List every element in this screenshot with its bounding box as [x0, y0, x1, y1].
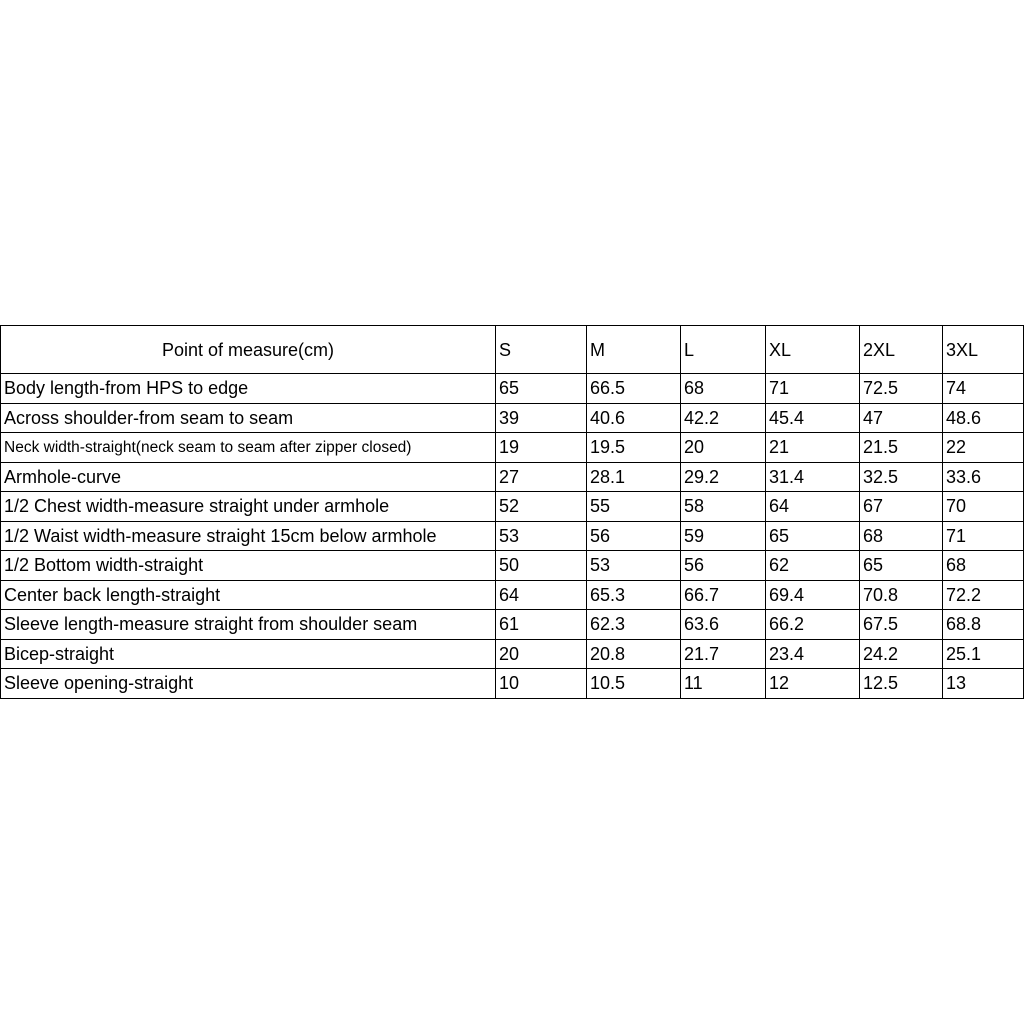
cell-value: 19 — [496, 433, 587, 463]
cell-value: 33.6 — [943, 462, 1024, 492]
cell-value: 72.2 — [943, 580, 1024, 610]
cell-value: 59 — [681, 521, 766, 551]
cell-value: 69.4 — [766, 580, 860, 610]
cell-value: 20.8 — [587, 639, 681, 669]
cell-value: 53 — [587, 551, 681, 581]
row-label: Body length-from HPS to edge — [1, 374, 496, 404]
table-row — [1, 551, 1024, 581]
cell-value: 56 — [587, 521, 681, 551]
cell-value: 45.4 — [766, 403, 860, 433]
row-label: Center back length-straight — [1, 580, 496, 610]
cell-value: 65.3 — [587, 580, 681, 610]
header-size-xl: XL — [766, 326, 860, 374]
row-label: Sleeve opening-straight — [1, 669, 496, 699]
cell-value: 12.5 — [860, 669, 943, 699]
cell-value: 32.5 — [860, 462, 943, 492]
row-label: Sleeve length-measure straight from shoulder seam — [1, 610, 496, 640]
cell-value: 68 — [860, 521, 943, 551]
row-label: 1/2 Chest width-measure straight under armhole — [1, 492, 496, 522]
row-label: Bicep-straight — [1, 639, 496, 669]
header-point-of-measure: Point of measure(cm) — [1, 326, 496, 374]
cell-value: 65 — [496, 374, 587, 404]
row-label: Neck width-straight(neck seam to seam after zipper closed) — [1, 433, 496, 463]
cell-value: 31.4 — [766, 462, 860, 492]
cell-value: 72.5 — [860, 374, 943, 404]
cell-value: 25.1 — [943, 639, 1024, 669]
cell-value: 50 — [496, 551, 587, 581]
cell-value: 28.1 — [587, 462, 681, 492]
cell-value: 65 — [860, 551, 943, 581]
table-header-row — [1, 326, 1024, 374]
cell-value: 70.8 — [860, 580, 943, 610]
table-row — [1, 433, 1024, 463]
cell-value: 62.3 — [587, 610, 681, 640]
cell-value: 53 — [496, 521, 587, 551]
row-label: Armhole-curve — [1, 462, 496, 492]
cell-value: 12 — [766, 669, 860, 699]
cell-value: 64 — [496, 580, 587, 610]
cell-value: 74 — [943, 374, 1024, 404]
table-row — [1, 521, 1024, 551]
cell-value: 10.5 — [587, 669, 681, 699]
cell-value: 11 — [681, 669, 766, 699]
row-label: 1/2 Bottom width-straight — [1, 551, 496, 581]
cell-value: 24.2 — [860, 639, 943, 669]
cell-value: 63.6 — [681, 610, 766, 640]
cell-value: 21 — [766, 433, 860, 463]
table-row — [1, 580, 1024, 610]
cell-value: 56 — [681, 551, 766, 581]
table-row — [1, 374, 1024, 404]
cell-value: 58 — [681, 492, 766, 522]
cell-value: 10 — [496, 669, 587, 699]
table-row — [1, 669, 1024, 699]
header-size-s: S — [496, 326, 587, 374]
cell-value: 13 — [943, 669, 1024, 699]
cell-value: 61 — [496, 610, 587, 640]
row-label: Across shoulder-from seam to seam — [1, 403, 496, 433]
table-row — [1, 492, 1024, 522]
header-size-3xl: 3XL — [943, 326, 1024, 374]
cell-value: 65 — [766, 521, 860, 551]
cell-value: 67.5 — [860, 610, 943, 640]
table-row — [1, 639, 1024, 669]
cell-value: 20 — [496, 639, 587, 669]
cell-value: 27 — [496, 462, 587, 492]
cell-value: 67 — [860, 492, 943, 522]
header-size-2xl: 2XL — [860, 326, 943, 374]
cell-value: 68 — [943, 551, 1024, 581]
cell-value: 48.6 — [943, 403, 1024, 433]
cell-value: 66.2 — [766, 610, 860, 640]
cell-value: 42.2 — [681, 403, 766, 433]
cell-value: 21.7 — [681, 639, 766, 669]
cell-value: 29.2 — [681, 462, 766, 492]
cell-value: 20 — [681, 433, 766, 463]
cell-value: 47 — [860, 403, 943, 433]
cell-value: 71 — [943, 521, 1024, 551]
cell-value: 64 — [766, 492, 860, 522]
table-row — [1, 610, 1024, 640]
cell-value: 19.5 — [587, 433, 681, 463]
cell-value: 66.5 — [587, 374, 681, 404]
cell-value: 52 — [496, 492, 587, 522]
row-label: 1/2 Waist width-measure straight 15cm below armhole — [1, 521, 496, 551]
header-size-l: L — [681, 326, 766, 374]
header-size-m: M — [587, 326, 681, 374]
cell-value: 21.5 — [860, 433, 943, 463]
cell-value: 23.4 — [766, 639, 860, 669]
size-chart-table — [0, 325, 1024, 699]
cell-value: 71 — [766, 374, 860, 404]
table-row — [1, 403, 1024, 433]
cell-value: 70 — [943, 492, 1024, 522]
cell-value: 40.6 — [587, 403, 681, 433]
cell-value: 68.8 — [943, 610, 1024, 640]
cell-value: 39 — [496, 403, 587, 433]
cell-value: 55 — [587, 492, 681, 522]
cell-value: 62 — [766, 551, 860, 581]
table-row — [1, 462, 1024, 492]
cell-value: 22 — [943, 433, 1024, 463]
cell-value: 68 — [681, 374, 766, 404]
cell-value: 66.7 — [681, 580, 766, 610]
